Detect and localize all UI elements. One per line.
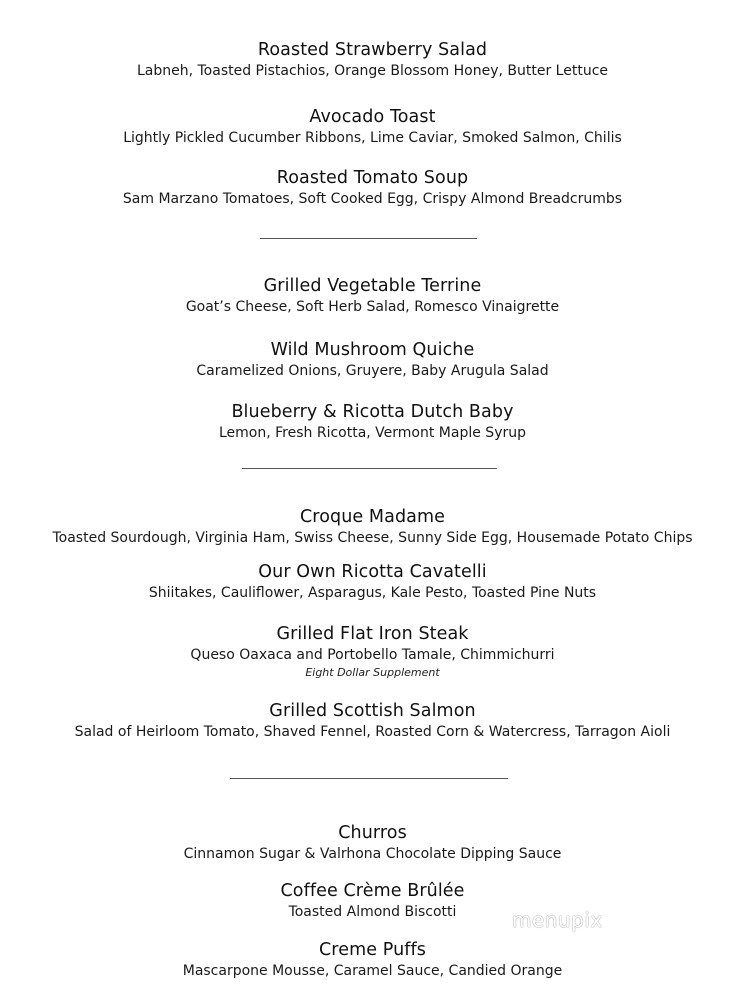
item-description: Shiitakes, Cauliflower, Asparagus, Kale Pesto, Toasted Pine Nuts	[148, 585, 597, 601]
menu-item-blueberry-ricotta-dutch-baby	[0, 401, 745, 443]
menu-item-roasted-strawberry-salad	[0, 39, 745, 81]
item-name: Coffee Crème Brûlée	[280, 881, 465, 901]
item-name: Roasted Strawberry Salad	[257, 40, 488, 60]
menu-item-avocado-toast	[0, 106, 745, 148]
item-name: Croque Madame	[299, 507, 446, 527]
section-divider	[242, 468, 497, 469]
item-supplement-note: Eight Dollar Supplement	[305, 666, 440, 679]
menu-item-coffee-creme-brulee	[0, 880, 745, 922]
item-description: Mascarpone Mousse, Caramel Sauce, Candied Orange	[182, 963, 563, 979]
item-description: Labneh, Toasted Pistachios, Orange Blossom Honey, Butter Lettuce	[136, 63, 609, 79]
item-name: Grilled Scottish Salmon	[269, 701, 476, 721]
item-name: Churros	[338, 823, 407, 843]
section-divider	[260, 238, 477, 239]
item-name: Blueberry & Ricotta Dutch Baby	[231, 402, 514, 422]
item-name: Grilled Vegetable Terrine	[263, 276, 482, 296]
item-description: Lightly Pickled Cucumber Ribbons, Lime Caviar, Smoked Salmon, Chilis	[123, 130, 622, 146]
item-name: Creme Puffs	[318, 940, 427, 960]
menu-item-churros	[0, 822, 745, 864]
item-description: Toasted Sourdough, Virginia Ham, Swiss Cheese, Sunny Side Egg, Housemade Potato Chips	[52, 530, 693, 546]
item-description: Toasted Almond Biscotti	[288, 904, 457, 920]
item-name: Wild Mushroom Quiche	[270, 340, 475, 360]
item-name: Avocado Toast	[309, 107, 436, 127]
item-description: Lemon, Fresh Ricotta, Vermont Maple Syrup	[218, 425, 526, 441]
menu-item-ricotta-cavatelli	[0, 561, 745, 603]
menu-item-grilled-scottish-salmon	[0, 700, 745, 742]
menu-item-creme-puffs	[0, 939, 745, 981]
item-name: Roasted Tomato Soup	[276, 168, 469, 188]
menu-item-croque-madame	[0, 506, 745, 548]
item-description: Queso Oaxaca and Portobello Tamale, Chimmichurri	[190, 647, 555, 663]
item-description: Salad of Heirloom Tomato, Shaved Fennel, Roasted Corn & Watercress, Tarragon Aioli	[74, 724, 671, 740]
item-description: Cinnamon Sugar & Valrhona Chocolate Dipping Sauce	[183, 846, 562, 862]
item-name: Grilled Flat Iron Steak	[276, 624, 469, 644]
menu-item-grilled-flat-iron-steak	[0, 623, 745, 681]
menu-item-roasted-tomato-soup	[0, 167, 745, 209]
item-name: Our Own Ricotta Cavatelli	[258, 562, 487, 582]
menu-item-grilled-vegetable-terrine	[0, 275, 745, 317]
menupix-watermark: menupix	[512, 908, 603, 932]
item-description: Sam Marzano Tomatoes, Soft Cooked Egg, Crispy Almond Breadcrumbs	[122, 191, 623, 207]
item-description: Caramelized Onions, Gruyere, Baby Arugula Salad	[196, 363, 549, 379]
item-description: Goat’s Cheese, Soft Herb Salad, Romesco Vinaigrette	[185, 299, 560, 315]
menu-item-wild-mushroom-quiche	[0, 339, 745, 381]
section-divider	[230, 778, 508, 779]
